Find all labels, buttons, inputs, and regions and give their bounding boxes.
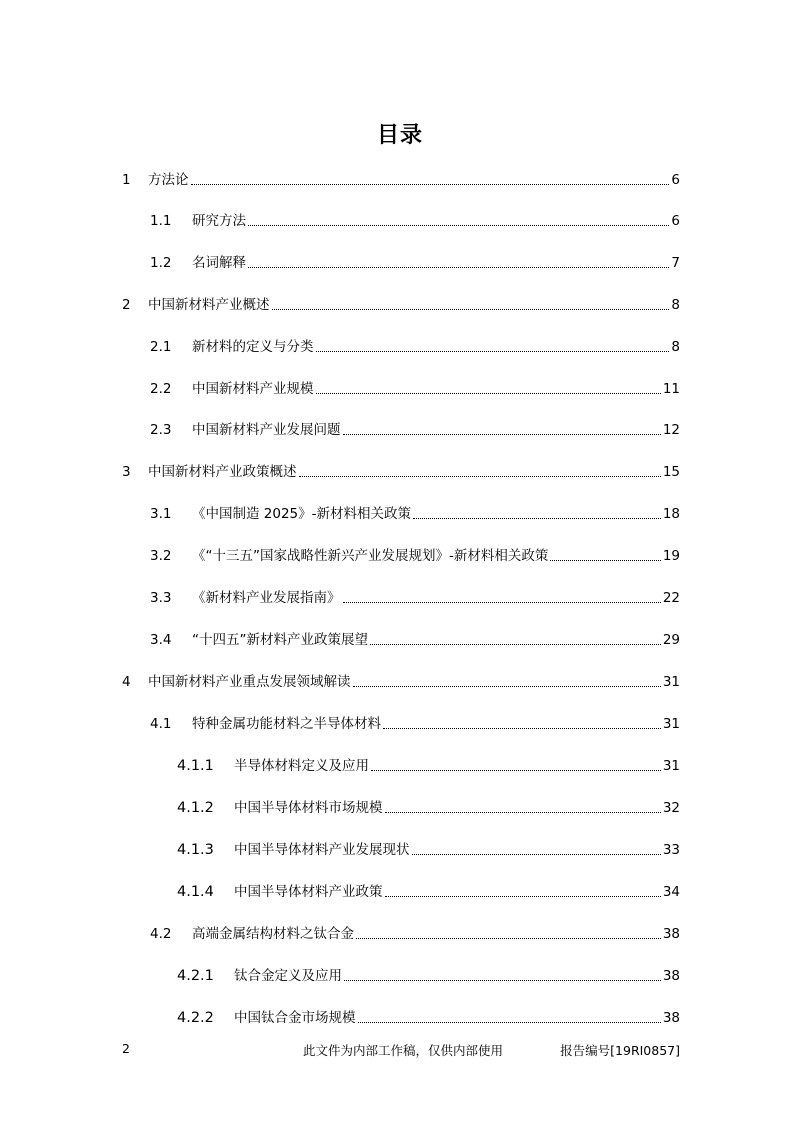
toc-entry[interactable] (122, 168, 680, 188)
toc-entry-page: 33 (662, 842, 680, 858)
dot-leader (343, 600, 661, 603)
footer-report-id: 报告编号[19RI0857] (560, 1043, 680, 1058)
toc-entry-number: 4.2.2 (177, 1010, 214, 1026)
toc-entry[interactable] (150, 712, 680, 732)
toc-entry[interactable] (150, 251, 680, 271)
toc-entry-title: 中国半导体材料产业发展现状 (234, 842, 410, 858)
toc-entry-title: 中国钛合金市场规模 (234, 1010, 356, 1026)
toc-entry-number: 4.2.1 (177, 968, 214, 984)
dot-leader (316, 391, 661, 394)
toc-entry-title: 钛合金定义及应用 (234, 968, 342, 984)
footer-confidential-note: 此文件为内部工作稿，仅供内部使用 (303, 1043, 504, 1058)
toc-entry-page: 31 (662, 674, 680, 690)
dot-leader (385, 894, 661, 897)
toc-entry[interactable] (150, 502, 680, 522)
toc-entry-page: 38 (662, 926, 680, 942)
toc-entry-title: 中国新材料产业重点发展领域解读 (148, 674, 351, 690)
toc-entry-number: 4.1.4 (177, 884, 214, 900)
toc-entry-number: 4.1.1 (177, 758, 214, 774)
dot-leader (191, 182, 670, 185)
dot-leader (370, 642, 661, 645)
toc-entry[interactable] (122, 670, 680, 690)
toc-entry-number: 1 (122, 172, 131, 188)
toc-entry-page: 29 (662, 632, 680, 648)
toc-entry-number: 3.4 (150, 632, 172, 648)
toc-entry[interactable] (177, 880, 680, 900)
dot-leader (299, 474, 661, 477)
toc-entry[interactable] (177, 964, 680, 984)
toc-entry[interactable] (150, 418, 680, 438)
dot-leader (248, 223, 669, 226)
toc-entry[interactable] (122, 293, 680, 313)
toc-entry[interactable] (150, 586, 680, 606)
toc-entry-number: 4.1.2 (177, 800, 214, 816)
toc-entry-title: 《中国制造 2025》-新材料相关政策 (192, 506, 412, 522)
toc-entry-page: 11 (662, 381, 680, 397)
toc-entry-page: 22 (662, 590, 680, 606)
toc-entry-title: 中国新材料产业发展问题 (192, 422, 341, 438)
toc-entry-page: 34 (662, 884, 680, 900)
dot-leader (383, 726, 661, 729)
toc-entry-number: 4.2 (150, 926, 172, 942)
toc-entry[interactable] (177, 754, 680, 774)
dot-leader (413, 516, 661, 519)
dot-leader (412, 852, 661, 855)
dot-leader (550, 558, 660, 561)
toc-entry-number: 3 (122, 464, 131, 480)
toc-entry[interactable] (177, 1006, 680, 1026)
dot-leader (353, 684, 661, 687)
toc-entry-number: 2.1 (150, 339, 172, 355)
toc-entry-page: 18 (662, 506, 680, 522)
toc-entry[interactable] (150, 209, 680, 229)
toc-entry-number: 4.1.3 (177, 842, 214, 858)
toc-entry-title: 中国新材料产业规模 (192, 381, 314, 397)
footer-page-number: 2 (122, 1041, 130, 1056)
toc-entry-number: 2.2 (150, 381, 172, 397)
toc-entry-page: 15 (662, 464, 680, 480)
dot-leader (272, 307, 670, 310)
dot-leader (248, 265, 669, 268)
toc-entry[interactable] (177, 838, 680, 858)
dot-leader (356, 936, 661, 939)
toc-entry-number: 3.1 (150, 506, 172, 522)
dot-leader (344, 978, 661, 981)
toc-entry-title: 特种金属功能材料之半导体材料 (192, 716, 381, 732)
dot-leader (371, 768, 661, 771)
dot-leader (358, 1020, 661, 1023)
toc-entry[interactable] (150, 628, 680, 648)
toc-entry-title: 高端金属结构材料之钛合金 (192, 926, 354, 942)
toc-entry-number: 2.3 (150, 422, 172, 438)
dot-leader (316, 349, 670, 352)
toc-entry-page: 8 (671, 339, 680, 355)
toc-entry-page: 7 (671, 255, 680, 271)
toc-entry-number: 4.1 (150, 716, 172, 732)
toc-entry-title: “十四五”新材料产业政策展望 (192, 632, 368, 648)
toc-entry-title: 方法论 (148, 172, 189, 188)
toc-entry-number: 1.2 (150, 255, 172, 271)
toc-title: 目录 (376, 123, 423, 148)
toc-entry-title: 中国新材料产业概述 (148, 297, 270, 313)
toc-entry-number: 4 (122, 674, 131, 690)
toc-entry-page: 6 (671, 213, 680, 229)
toc-entry-page: 31 (662, 758, 680, 774)
toc-entry-title: 新材料的定义与分类 (192, 339, 314, 355)
toc-entry-page: 38 (662, 968, 680, 984)
toc-entry[interactable] (150, 335, 680, 355)
toc-entry-page: 19 (662, 548, 680, 564)
dot-leader (343, 432, 661, 435)
toc-entry-title: 半导体材料定义及应用 (234, 758, 369, 774)
toc-entry-title: 中国半导体材料市场规模 (234, 800, 383, 816)
toc-entry[interactable] (150, 377, 680, 397)
toc-entry-page: 6 (671, 172, 680, 188)
toc-entry-title: 《“十三五”国家战略性新兴产业发展规划》-新材料相关政策 (192, 548, 549, 564)
page-footer (0, 1041, 800, 1059)
toc-entry-number: 1.1 (150, 213, 172, 229)
toc-entry[interactable] (177, 796, 680, 816)
toc-entry-number: 3.3 (150, 590, 172, 606)
toc-entry-page: 32 (662, 800, 680, 816)
toc-entry-page: 31 (662, 716, 680, 732)
toc-entry[interactable] (150, 544, 680, 564)
toc-entry-title: 中国新材料产业政策概述 (148, 464, 297, 480)
toc-entry-number: 3.2 (150, 548, 172, 564)
toc-entry-title: 名词解释 (192, 255, 246, 271)
toc-entry[interactable] (150, 922, 680, 942)
toc-entry-title: 《新材料产业发展指南》 (192, 590, 341, 606)
toc-entry-page: 8 (671, 297, 680, 313)
toc-entry-title: 研究方法 (192, 213, 246, 229)
toc-entry-number: 2 (122, 297, 131, 313)
toc-entry[interactable] (122, 460, 680, 480)
toc-entry-title: 中国半导体材料产业政策 (234, 884, 383, 900)
toc-entry-page: 12 (662, 422, 680, 438)
dot-leader (385, 810, 661, 813)
toc-entry-page: 38 (662, 1010, 680, 1026)
